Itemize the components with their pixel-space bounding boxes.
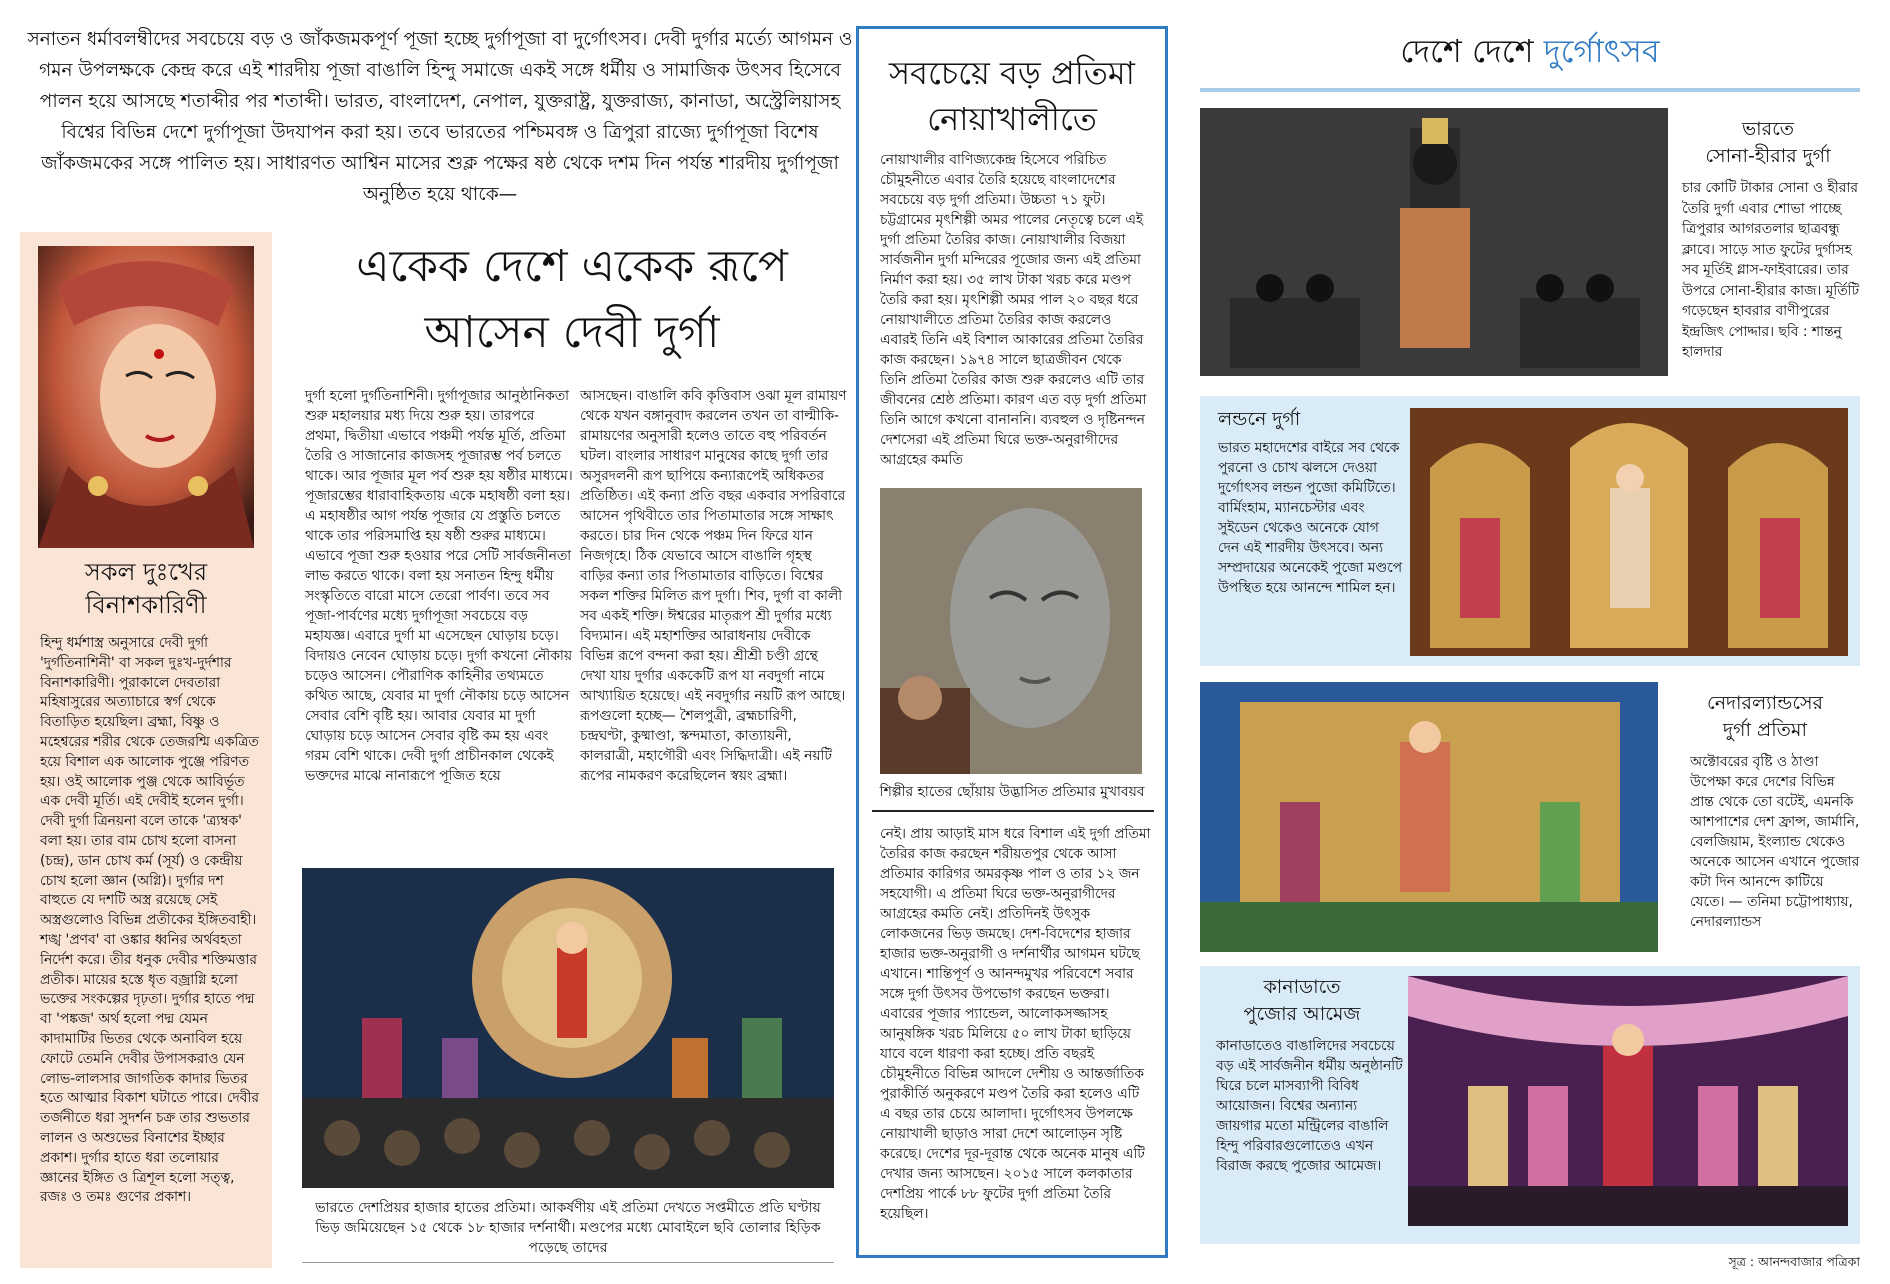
- india-body: চার কোটি টাকার সোনা ও হীরার তৈরি দুর্গা এবার শোভা পাচ্ছে ত্রিপুরার আগরতলার ছাত্রবন্ধু ক্লাবে। সাড়ে সাত ফুটের দুর্গাসহ সব মূর্তিই গ্লাস-ফাইবারের। তার উপরে সোনা-হীরার কাজ। মূর্তিটি গড়েছেন হাবরার বাণীপুরের ইন্দ্রজিৎ পোদ্দার। ছবি : শান্তনু হালদার: [1682, 180, 1860, 360]
- noakhali-body-2: নেই। প্রায় আড়াই মাস ধরে বিশাল এই দুর্গা প্রতিমা তৈরির কাজ করছেন শরীয়তপুর থেকে আসা প্রতিমার কারিগর অমরকৃষ্ণ পাল ও তার ১২ জন সহযোগী। এ প্রতিমা ঘিরে ভক্ত-অনুরাগীদের আগ্রহের কমতি নেই। প্রতিদিনই উৎসুক লোকজনের ভিড় জমছে। দেশ-বিদেশের হাজার হাজার ভক্ত-অনুরাগী ও দর্শনার্থীর আগমন ঘটছে এখানে। শান্তিপূর্ণ ও আনন্দমুখর পরিবেশে সবার সঙ্গে দুর্গা উৎসব উপভোগ করছেন ভক্তরা। এবারের পূজার প্যান্ডেল, আলোকসজ্জাসহ আনুষঙ্গিক খরচ মিলিয়ে ৫০ লাখ টাকা ছাড়িয়ে যাবে বলে ধারণা করা হচ্ছে। প্রতি বছরই চৌমুহনীতে বিভিন্ন আদলে দেশীয় ও আন্তর্জাতিক পুরাকীর্তি অনুকরণে মণ্ডপ তৈরি করা হলেও এটি এ বছর তার চেয়ে আলাদা। দুর্গোৎসব উপলক্ষে নোয়াখালী ছাড়াও সারা দেশে আলোড়ন সৃষ্টি করেছে। দেশের দূর-দূরান্ত থেকে অনেক মানুষ এটি দেখার জন্য আসছেন। ২০১৫ সালে কলকাতার দেশপ্রিয় পার্কে ৮৮ ফুটের দুর্গা প্রতিমা তৈরি হয়েছিল।: [880, 826, 1151, 1222]
- london-body: ভারত মহাদেশের বাইরে সব থেকে পুরনো ও চোখ ঝলসে দেওয়া দুর্গোৎসব লন্ডন পুজো কমিটিতে। বার্মিংহাম, ম্যানচেস্টার এবং সুইডেন থেকেও অনেকে যোগ দেন এই শারদীয় উৎসবে। অন্য সম্প্রদায়ের অনেকেই পুজো মণ্ডপে উপস্থিত হয়ে আনন্দে শামিল হন।: [1218, 440, 1403, 596]
- india-heading: [1676, 116, 1860, 170]
- sidebar-body: হিন্দু ধর্মশাস্ত্র অনুসারে দেবী দুর্গা 'দুর্গতিনাশিনী' বা সকল দুঃখ-দুর্দশার বিনাশকারিণী। পুরাকালে দেবতারা মহিষাসুরের অত্যাচারে স্বর্গ থেকে বিতাড়িত হয়েছিল। ব্রহ্মা, বিষ্ণু ও মহেশ্বরের শরীর থেকে তেজরশ্মি একত্রিত হয়ে বিশাল এক আলোক পুঞ্জে পরিণত হয়। ওই আলোক পুঞ্জ থেকে আবির্ভূত এক দেবী মূর্তি। এই দেবীই হলেন দুর্গা। দেবী দুর্গা ত্রিনয়না বলে তাকে 'ত্র্যম্বক' বলা হয়। তার বাম চোখ হলো বাসনা (চন্দ্র), ডান চোখ কর্ম (সূর্য) ও কেন্দ্রীয় চোখ হলো জ্ঞান (অগ্নি)। দুর্গার দশ বাহুতে যে দশটি অস্ত্র রয়েছে সেই অস্ত্রগুলোও বিভিন্ন প্রতীকের ইঙ্গিতবাহী। শঙ্খ 'প্রণব' বা ওঙ্কার ধ্বনির অর্থবহতা নির্দেশ করে। তীর ধনুক দেবীর শক্তিমত্তার প্রতীক। মায়ের হস্তে ধৃত বজ্রাগ্নি হলো ভক্তের সংকল্পের দৃঢ়তা। দুর্গার হাতে পদ্ম বা 'পঙ্কজ' অর্থ হলো পদ্ম যেমন কাদামাটির ভিতর থেকে অনাবিল হয়ে ফোটে তেমনি দেবীর উপাসকরাও যেন লোভ-লালসার জাগতিক কাদার ভিতর হতে আত্মার বিকাশ ঘটাতে পারে। দেবীর তর্জনীতে ধরা সুদর্শন চক্র তার শুভতার লালন ও অশুভের বিনাশের ইচ্ছার প্রকাশ। দুর্গার হাতে ধরা তলোয়ার জ্ঞানের ইঙ্গিত ও ত্রিশূল হলো সত্ত্ব, রজঃ ও তমঃ গুণের প্রকাশ।: [40, 635, 259, 1206]
- main-column-1: দুর্গা হলো দুর্গতিনাশিনী। দুর্গাপূজার আনুষ্ঠানিকতা শুরু মহালয়ার মধ্য দিয়ে শুরু হয়। তারপরে প্রথমা, দ্বিতীয়া এভাবে পঞ্চমী পর্যন্ত মূর্তি, প্রতিমা তৈরি ও সাজানোর কাজসহ পূজারম্ভ পর্ব চলতে থাকে। আর পূজার মূল পর্ব শুরু হয় ষষ্ঠীর মাধ্যমে। পূজারম্ভের ধারাবাহিকতায় একে মহাষষ্ঠী বলা হয়। এ মহাষষ্ঠীর আগ পর্যন্ত পূজার যে প্রস্তুতি চলতে থাকে তার পরিসমাপ্তি হয় ষষ্ঠী শুরুর মাধ্যমে। এভাবে পূজা শুরু হওয়ার পরে সেটি সার্বজনীনতা লাভ করতে থাকে। বলা হয় সনাতন হিন্দু ধর্মীয় সংস্কৃতিতে বারো মাসে তেরো পার্বণ। তবে সব পূজা-পার্বণের মধ্যে দুর্গাপূজা সবচেয়ে বড় মহাযজ্ঞ। এবারে দুর্গা মা এসেছেন ঘোড়ায় চড়ে। বিদায়ও নেবেন ঘোড়ায় চড়ে। দুর্গা কখনো নৌকায় চড়েও আসেন। পৌরাণিক কাহিনীর তথ্যমতে কথিত আছে, যেবার মা দুর্গা নৌকায় চড়ে আসেন সেবার বেশি বৃষ্টি হয়। আবার যেবার মা দুর্গা ঘোড়ায় চড়ে আসেন সেবার বৃষ্টি কম হয় এবং গরম বেশি থাকে। দেবী দুর্গা প্রাচীনকাল থেকেই ভক্তদের মাঝে নানারূপে পূজিত হয়ে: [305, 388, 573, 784]
- caption-divider: [302, 1262, 834, 1263]
- netherlands-body: অক্টোবরের বৃষ্টি ও ঠাণ্ডা উপেক্ষা করে দেশের বিভিন্ন প্রান্ত থেকে তো বটেই, এমনকি আশপাশের দেশ ফ্রান্স, জার্মানি, বেলজিয়াম, ইংল্যান্ড থেকেও অনেকে আসেন এখানে পুজোর কটা দিন আনন্দে কাটিয়ে যেতে। — তনিমা চট্টোপাধ্যায়, নেদারল্যান্ডস: [1690, 754, 1860, 930]
- netherlands-heading: [1670, 690, 1860, 744]
- canada-durga-photo: [1408, 976, 1848, 1226]
- netherlands-durga-photo: [1200, 682, 1658, 952]
- canada-body: কানাডাতেও বাঙালিদের সবচেয়ে বড় এই সার্বজনীন ধর্মীয় অনুষ্ঠানটি ঘিরে চলে মাসব্যাপী বিবিধ আয়োজন। বিশ্বের অন্যান্য জায়গার মতো মন্ট্রিলের বাঙালি হিন্দু পরিবারগুলোতেও এখন বিরাজ করছে পুজোর আমেজ।: [1216, 1038, 1403, 1174]
- noakhali-heading-line1: সবচেয়ে বড় প্রতিমা: [889, 54, 1135, 92]
- netherlands-heading-line2: দুর্গা প্রতিমা: [1723, 719, 1807, 741]
- thousand-hands-idol-photo: [302, 868, 834, 1188]
- canada-heading: [1214, 974, 1390, 1028]
- india-heading-line1: ভারতে: [1741, 118, 1794, 140]
- source-credit: সূত্র : আনন্দবাজার পত্রিকা: [1728, 1254, 1860, 1269]
- main-column-2: আসছেন। বাঙালি কবি কৃত্তিবাস ওঝা মূল রামায়ণ থেকে যখন বঙ্গানুবাদ করলেন তখন তা বাল্মীকি-রামায়ণের অনুসারী হলেও তাতে বহু পরিবর্তন ঘটল। বাংলার সাধারণ মানুষের কাছে দুর্গা তার অসুরদলনী রূপ ছাপিয়ে কন্যারূপেই অধিকতর প্রতিষ্ঠিত। এই কন্যা প্রতি বছর একবার সপরিবারে আসেন পৃথিবীতে তার পিতামাতার সঙ্গে সাক্ষাৎ করতে। চার দিন থেকে পঞ্চম দিন ফিরে যান নিজগৃহে। ঠিক যেভাবে আসে বাঙালি গৃহস্থ বাড়ির কন্যা তার পিতামাতার বাড়িতে। বিশ্বের সকল শক্তির মিলিত রূপ দুর্গা। শিব, দুর্গা বা কালী সব একই শক্তি। ঈশ্বরের মাতৃরূপ শ্রী দুর্গার মধ্যে বিদ্যমান। এই মহাশক্তির আরাধনায় দেবীকে বিভিন্ন রূপে বন্দনা করা হয়। শ্রীশ্রী চণ্ডী গ্রন্থে দেখা যায় দুর্গার এককেটি রূপ যা নবদুর্গা নামে আখ্যায়িত হয়েছে। এই নবদুর্গার নয়টি রূপ আছে। রূপগুলো হচ্ছে— শৈলপুত্রী, ব্রহ্মচারিণী, চন্দ্রঘণ্টা, কুষ্মাণ্ডা, স্কন্দমাতা, কাত্যায়নী, কালরাত্রী, মহাগৌরী এবং সিদ্ধিদাত্রী। এই নয়টি রূপের নামকরণ করেছিলেন স্বয়ং ব্রহ্মা।: [580, 388, 847, 784]
- main-title-line1: একেক দেশে একেক রূপে: [356, 241, 788, 292]
- section-title-rule: [1200, 88, 1860, 92]
- main-title-line2: আসেন দেবী দুর্গা: [424, 307, 720, 358]
- noakhali-divider: [872, 810, 1154, 812]
- section-title: [1200, 30, 1860, 72]
- canada-heading-line2: পুজোর আমেজ: [1243, 1003, 1361, 1025]
- noakhali-body-1: নোয়াখালীর বাণিজ্যকেন্দ্র হিসেবে পরিচিত চৌমুহনীতে এবার তৈরি হয়েছে বাংলাদেশের সবচেয়ে বড় দুর্গা প্রতিমা। উচ্চতা ৭১ ফুট। চট্টগ্রামের মৃৎশিল্পী অমর পালের নেতৃত্বে চলে এই দুর্গা প্রতিমা তৈরির কাজ। নোয়াখালীর বিজয়া সার্বজনীন দুর্গা মন্দিরের পূজোর জন্য এই প্রতিমা নির্মাণ করা হয়। ৩৫ লাখ টাকা খরচ করে মণ্ডপ তৈরি করা হয়। মৃৎশিল্পী অমর পাল ২০ বছর ধরে নোয়াখালীতে প্রতিমা তৈরির কাজ করলেও এবারই তিনি এই বিশাল আকারের প্রতিমা তৈরির কাজ করছেন। ১৯৭৪ সালে ছাত্রজীবন থেকে তিনি প্রতিমা তৈরির কাজ শুরু করলেও এটি তার জীবনের শ্রেষ্ঠ প্রতিমা। কারণ এত বড় দুর্গা প্রতিমা তিনি আগে কখনো বানাননি। ব্যবহুল ও দৃষ্টিনন্দন দেশসেরা এই প্রতিমা ঘিরে ভক্ত-অনুরাগীদের আগ্রহের কমতি: [880, 152, 1147, 468]
- section-title-black: দেশে দেশে: [1400, 32, 1544, 70]
- intro-paragraph: সনাতন ধর্মাবলম্বীদের সবচেয়ে বড় ও জাঁকজমকপূর্ণ পূজা হচ্ছে দুর্গাপূজা বা দুর্গোৎসব। দেবী দুর্গার মর্ত্যে আগমন ও গমন উপলক্ষকে কেন্দ্র করে এই শারদীয় পূজা বাঙালি হিন্দু সমাজে একই সঙ্গে ধর্মীয় ও সামাজিক উৎসব হিসেবে পালন হয়ে আসছে শতাব্দীর পর শতাব্দী। ভারত, বাংলাদেশ, নেপাল, যুক্তরাষ্ট্র, যুক্তরাজ্য, কানাডা, অস্ট্রেলিয়াসহ বিশ্বের বিভিন্ন দেশে দুর্গাপূজা উদযাপন করা হয়। তবে ভারতের পশ্চিমবঙ্গ ও ত্রিপুরা রাজ্যে দুর্গাপূজা বিশেষ জাঁকজমকের সঙ্গে পালিত হয়। সাধারণত আশ্বিন মাসের শুক্ল পক্ষের ষষ্ঠ থেকে দশম দিন পর্যন্ত শারদীয় দুর্গাপূজা অনুষ্ঠিত হয়ে থাকে—: [27, 29, 853, 205]
- section-title-blue: দুর্গোৎসব: [1543, 32, 1660, 70]
- sidebar-heading: সকল দুঃখের বিনাশকারিণী: [84, 558, 208, 619]
- noakhali-heading: [870, 50, 1154, 142]
- noakhali-photo-caption: শিল্পীর হাতের ছোঁয়ায় উদ্ভাসিত প্রতিমার মুখাবয়ব: [879, 784, 1145, 800]
- artisan-idol-face-photo: [880, 488, 1142, 774]
- india-gold-durga-photo: [1200, 108, 1668, 376]
- india-heading-line2: সোনা-হীরার দুর্গা: [1705, 145, 1831, 167]
- main-title: [284, 234, 860, 366]
- noakhali-heading-line2: নোয়াখালীতে: [927, 100, 1097, 138]
- london-heading: লন্ডনে দুর্গা: [1218, 408, 1301, 430]
- netherlands-heading-line1: নেদারল্যান্ডসের: [1707, 692, 1823, 714]
- main-photo-caption: ভারতে দেশপ্রিয়র হাজার হাতের প্রতিমা। আকর্ষণীয় এই প্রতিমা দেখতে সপ্তমীতে প্রতি ঘণ্টায় ভিড় জমিয়েছেন ১৫ থেকে ১৮ হাজার দর্শনার্থী। মণ্ডপের মধ্যে মোবাইলে ছবি তোলার হিড়িক পড়েছে তাদের: [315, 1200, 821, 1256]
- london-durga-photo: [1410, 408, 1848, 656]
- durga-face-photo: [38, 246, 254, 548]
- canada-heading-line1: কানাডাতে: [1263, 976, 1341, 998]
